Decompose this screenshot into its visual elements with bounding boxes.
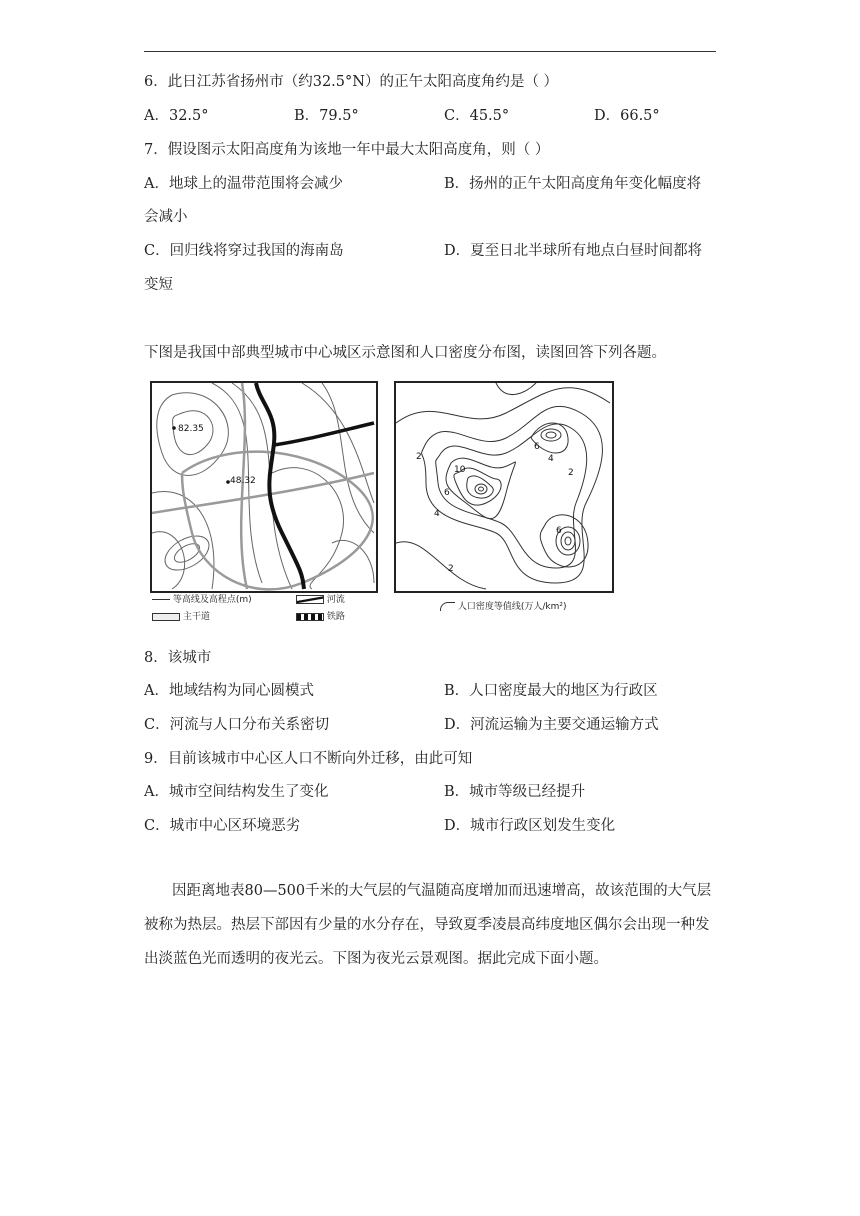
q7-option-c: C．回归线将穿过我国的海南岛: [144, 243, 344, 259]
passage: [144, 874, 716, 976]
q8-option-a: A．地域结构为同心圆模式: [144, 683, 314, 699]
density-contour: [479, 487, 484, 491]
density-label: 4: [548, 454, 554, 464]
road-symbol: [152, 613, 180, 621]
density-contour: [546, 432, 556, 438]
density-label: 6: [534, 442, 540, 452]
q6-option-a: A．32.5°: [144, 108, 209, 124]
q7-option-a: A．地球上的温带范围将会减少: [144, 176, 343, 192]
q6-option-b: B．79.5°: [294, 108, 359, 124]
contour-line: [157, 393, 229, 476]
elevation-label-1: 82.35: [178, 424, 204, 434]
main-road: [241, 383, 247, 589]
q7-option-b-line1: B．扬州的正午太阳高度角年变化幅度将: [444, 176, 702, 192]
figure-intro: 下图是我国中部典型城市中心城区示意图和人口密度分布图，读图回答下列各题。: [144, 345, 666, 361]
contour-line: [152, 532, 185, 589]
density-contour: [561, 532, 575, 550]
density-contour: [475, 484, 487, 494]
density-contour: [396, 542, 486, 589]
q6-option-c: C．45.5°: [444, 108, 510, 124]
city-center-map: [150, 381, 378, 593]
river-branch: [274, 423, 374, 445]
q7-option-d-line1: D．夏至日北半球所有地点白昼时间都将: [444, 243, 703, 259]
q9-option-c: C．城市中心区环境恶劣: [144, 818, 301, 834]
legend-density-label: 人口密度等值线(万人/km²): [457, 602, 567, 612]
population-density-map: [394, 381, 614, 593]
main-road: [152, 473, 374, 513]
q8-stem: 8．该城市: [144, 650, 212, 666]
q6-option-d: D．66.5°: [594, 108, 660, 124]
q7-option-d-line2: 变短: [144, 277, 173, 293]
contour-line: [272, 468, 344, 589]
density-contour: [396, 388, 610, 423]
contour-line: [332, 540, 374, 583]
q9-option-a: A．城市空间结构发生了变化: [144, 784, 329, 800]
q9-option-b: B．城市等级已经提升: [444, 784, 586, 800]
density-label: 2: [448, 564, 454, 574]
contour-line: [159, 529, 215, 577]
legend-road: [152, 611, 210, 623]
legend-river-label: 河流: [326, 595, 345, 605]
legend-rail: [296, 611, 345, 623]
density-label: 6: [444, 488, 450, 498]
rail-symbol: [296, 613, 324, 621]
contour-line: [232, 383, 292, 589]
density-label: 2: [416, 452, 422, 462]
legend-contour-label: 等高线及高程点(m): [172, 595, 252, 605]
city-center-map-svg: [152, 383, 376, 591]
density-contour: [436, 424, 587, 568]
density-label: 4: [434, 509, 440, 519]
contour-line: [302, 383, 374, 503]
header-rule: [144, 51, 716, 52]
passage-text: 因距离地表80—500千米的大气层的气温随高度增加而迅速增高，故该范围的大气层被称为热层。热层下部因有少量的水分存在，导致夏季凌晨高纬度地区偶尔会出现一种发出淡蓝色光而透明的夜光云。下图为夜光云景观图。据此完成下面小题。: [144, 883, 712, 967]
density-label: 6: [556, 526, 562, 536]
legend-density: [440, 601, 567, 613]
contour-symbol: [152, 599, 170, 601]
river-symbol: [296, 595, 324, 604]
q9-stem: 9．目前该城市中心区人口不断向外迁移，由此可知: [144, 751, 473, 767]
q7-option-b-line2: 会减小: [144, 209, 188, 225]
population-density-map-svg: [396, 383, 612, 591]
q9-option-d: D．城市行政区划发生变化: [444, 818, 616, 834]
q8-option-d: D．河流运输为主要交通运输方式: [444, 717, 659, 733]
q7-stem: 7．假设图示太阳高度角为该地一年中最大太阳高度角，则（ ）: [144, 142, 550, 158]
density-label: 10: [454, 465, 466, 475]
density-contour-symbol: [440, 602, 455, 611]
density-contour: [541, 429, 561, 441]
legend-river: [296, 594, 345, 606]
legend-contour: [152, 594, 252, 606]
q6-stem: 6．此日江苏省扬州市（约32.5°N）的正午太阳高度角约是（ ）: [144, 74, 559, 90]
density-label: 2: [568, 468, 574, 478]
q8-option-c: C．河流与人口分布关系密切: [144, 717, 330, 733]
elevation-label-2: 48.32: [230, 476, 256, 486]
density-contour: [565, 537, 571, 545]
legend-rail-label: 铁路: [326, 612, 345, 622]
density-contour: [496, 383, 536, 395]
legend-road-label: 主干道: [182, 612, 210, 622]
q8-option-b: B．人口密度最大的地区为行政区: [444, 683, 658, 699]
contour-line: [322, 383, 374, 533]
river: [256, 383, 304, 589]
elevation-point: [172, 426, 176, 430]
density-contour: [540, 515, 588, 567]
